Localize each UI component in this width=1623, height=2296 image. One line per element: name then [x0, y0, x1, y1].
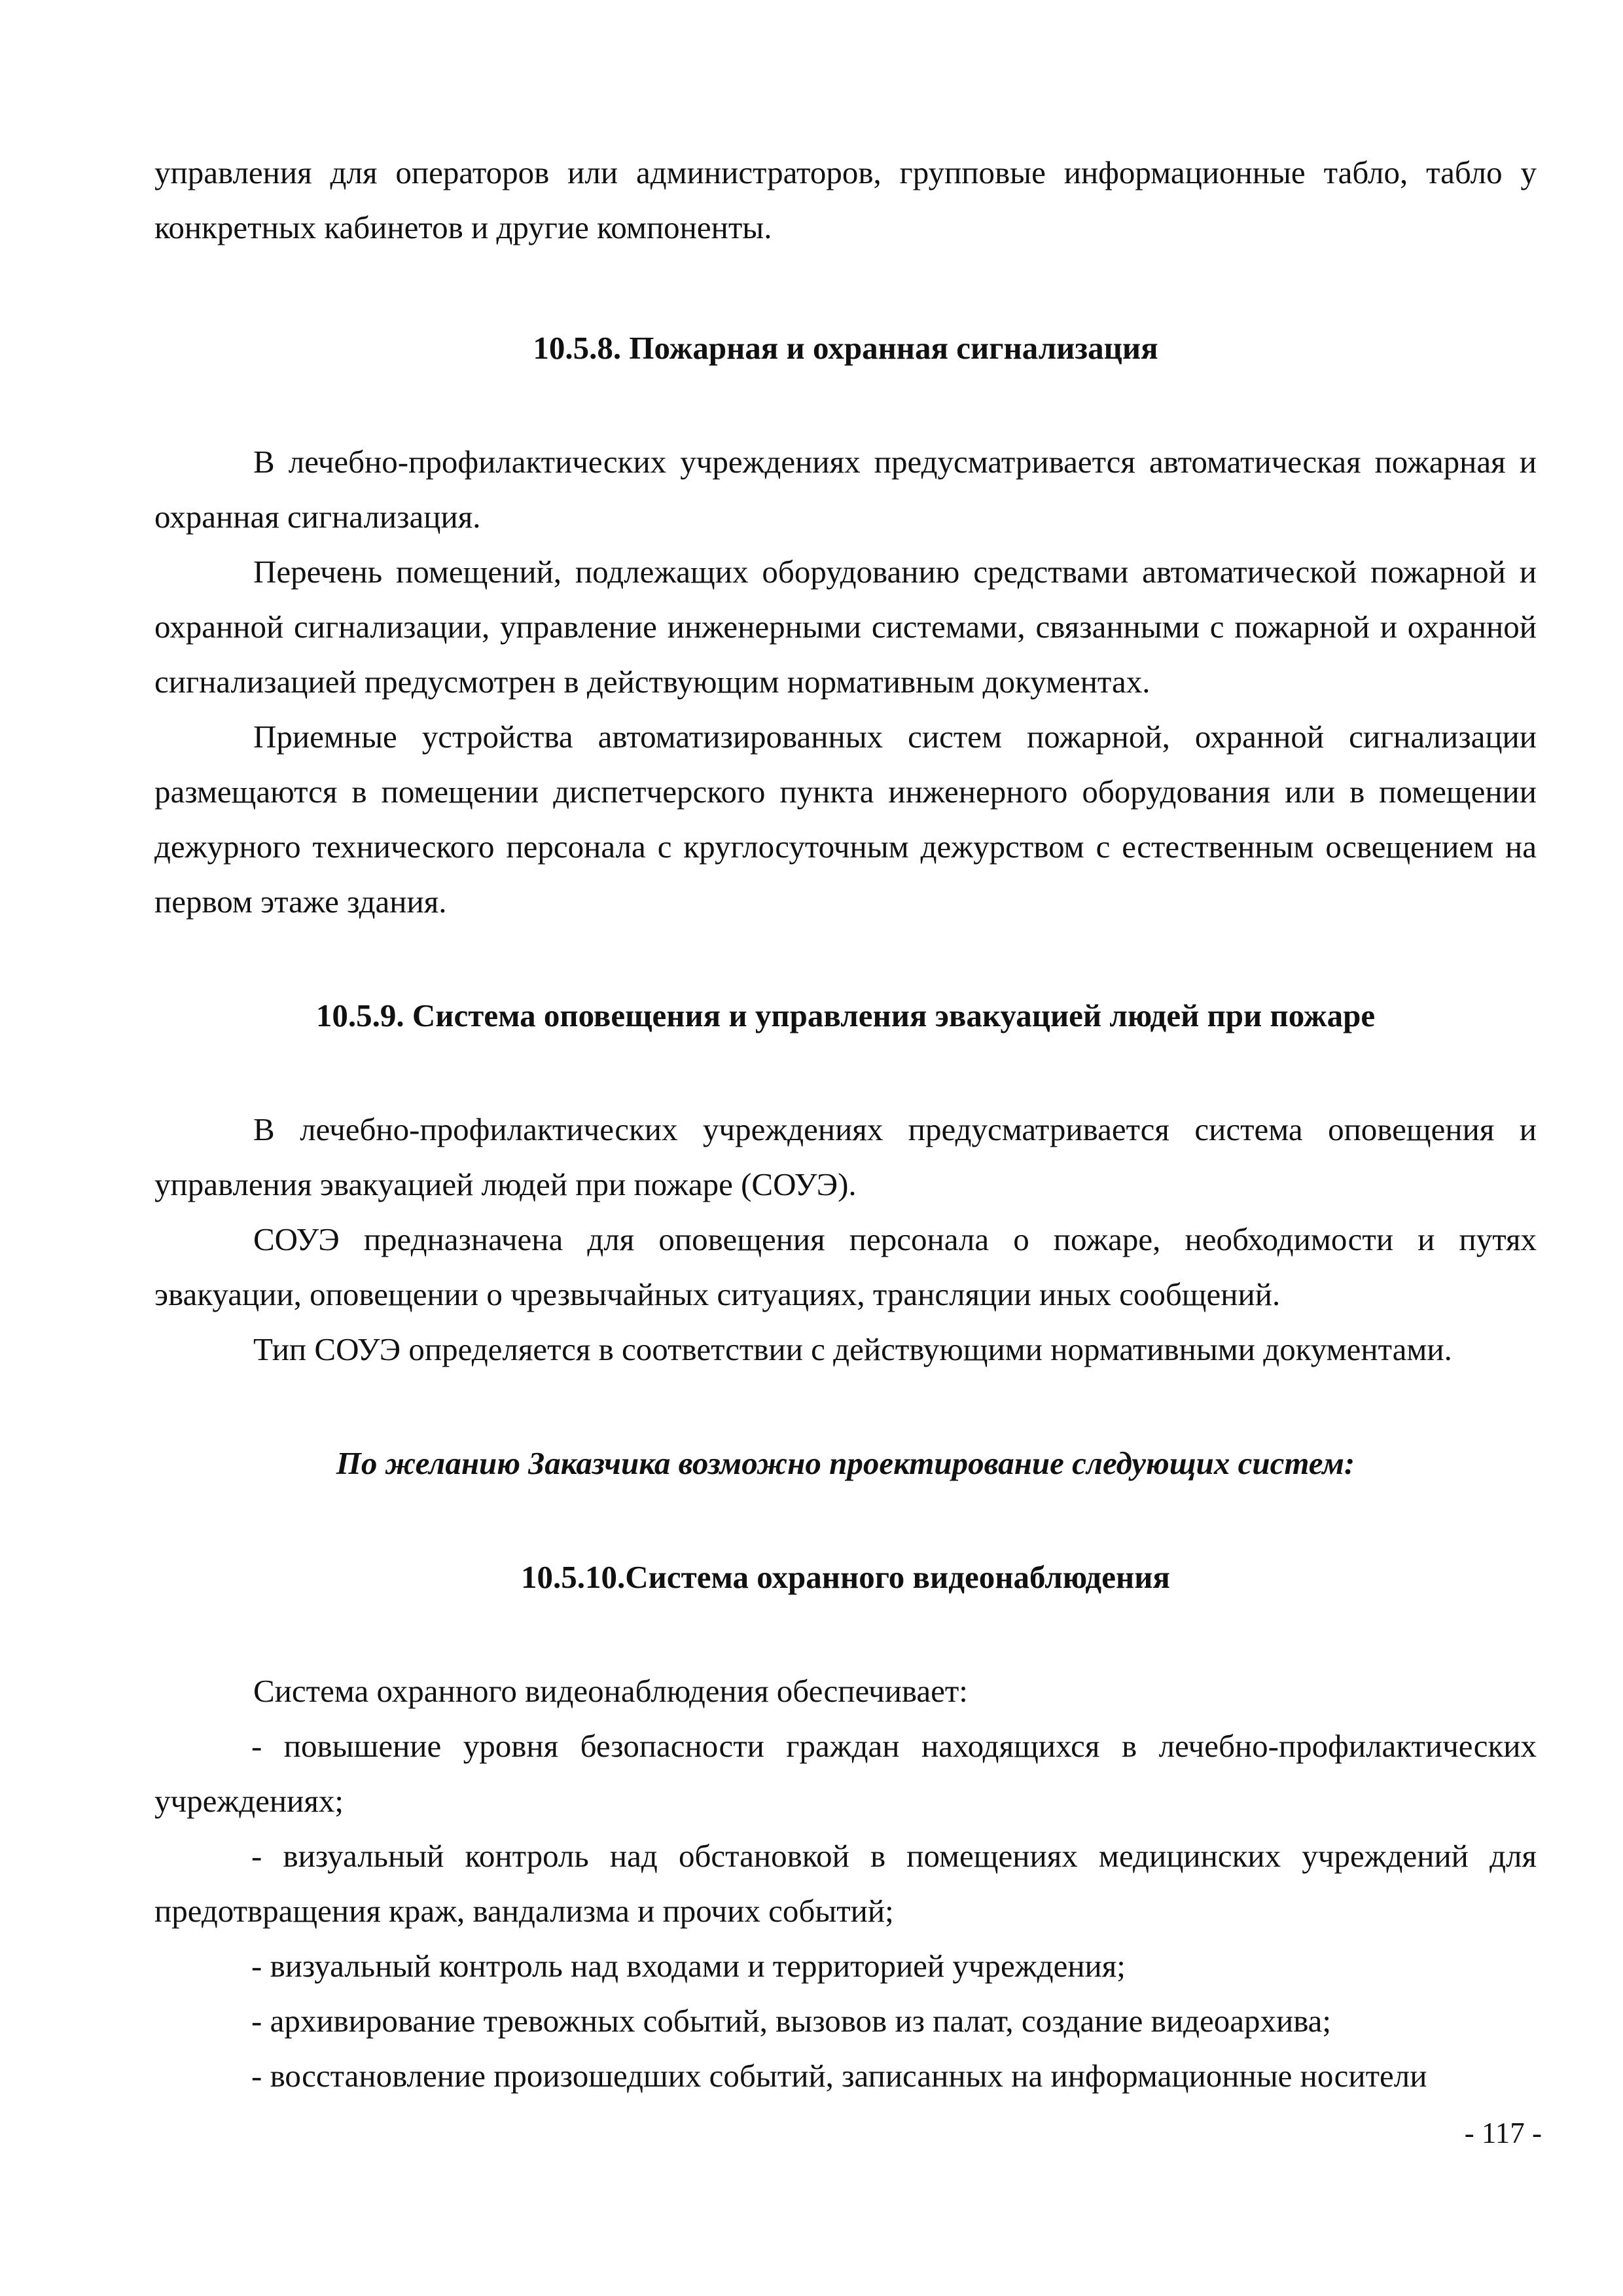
intro-paragraph: управления для операторов или администраторов, групповые информационные табло, табло у конкретных кабинетов и другие компоненты. [154, 154, 1537, 245]
list-item: - архивирование тревожных событий, вызовов из палат, создание видеоархива; [251, 2003, 1332, 2039]
list-item: - повышение уровня безопасности граждан находящихся в лечебно-профилактических учреждениях; [154, 1728, 1537, 1819]
list-item: - визуальный контроль над обстановкой в помещениях медицинских учреждений для предотвращения краж, вандализма и прочих событий; [154, 1838, 1537, 1929]
paragraph: Приемные устройства автоматизированных систем пожарной, охранной сигнализации размещаются в помещении диспетчерского пункта инженерного оборудования или в помещении дежурного технического персонала с круглосуточным дежурством с естественным освещением на первом этаже здания. [154, 719, 1537, 920]
paragraph: Тип СОУЭ определяется в соответствии с действующими нормативными документами. [253, 1331, 1452, 1367]
list-item: - восстановление произошедших событий, записанных на информационные носители [251, 2058, 1427, 2094]
section-heading-fire-security-alarm: 10.5.8. Пожарная и охранная сигнализация [533, 330, 1158, 366]
paragraph: Перечень помещений, подлежащих оборудованию средствами автоматической пожарной и охранной сигнализации, управление инженерными системами, связанными с пожарной и охранной сигнализацией предусмотрен в действующим нормативным документах. [154, 554, 1537, 700]
optional-systems-note: По желанию Заказчика возможно проектирование следующих систем: [336, 1445, 1355, 1481]
document-page [154, 145, 1537, 2104]
paragraph: В лечебно-профилактических учреждениях предусматривается система оповещения и управления эвакуацией людей при пожаре (СОУЭ). [154, 1111, 1537, 1202]
paragraph: СОУЭ предназначена для оповещения персонала о пожаре, необходимости и путях эвакуации, оповещении о чрезвычайных ситуациях, трансляции иных сообщений. [154, 1221, 1537, 1312]
list-lead: Система охранного видеонаблюдения обеспечивает: [253, 1673, 968, 1709]
list-item: - визуальный контроль над входами и территорией учреждения; [251, 1948, 1126, 1984]
section-heading-evacuation-warning: 10.5.9. Система оповещения и управления эвакуацией людей при пожаре [315, 997, 1376, 1033]
section-heading-video-surveillance: 10.5.10.Система охранного видеонаблюдения [521, 1559, 1170, 1595]
page-number: - 117 - [1464, 2117, 1542, 2149]
paragraph: В лечебно-профилактических учреждениях предусматривается автоматическая пожарная и охранная сигнализация. [154, 444, 1537, 535]
